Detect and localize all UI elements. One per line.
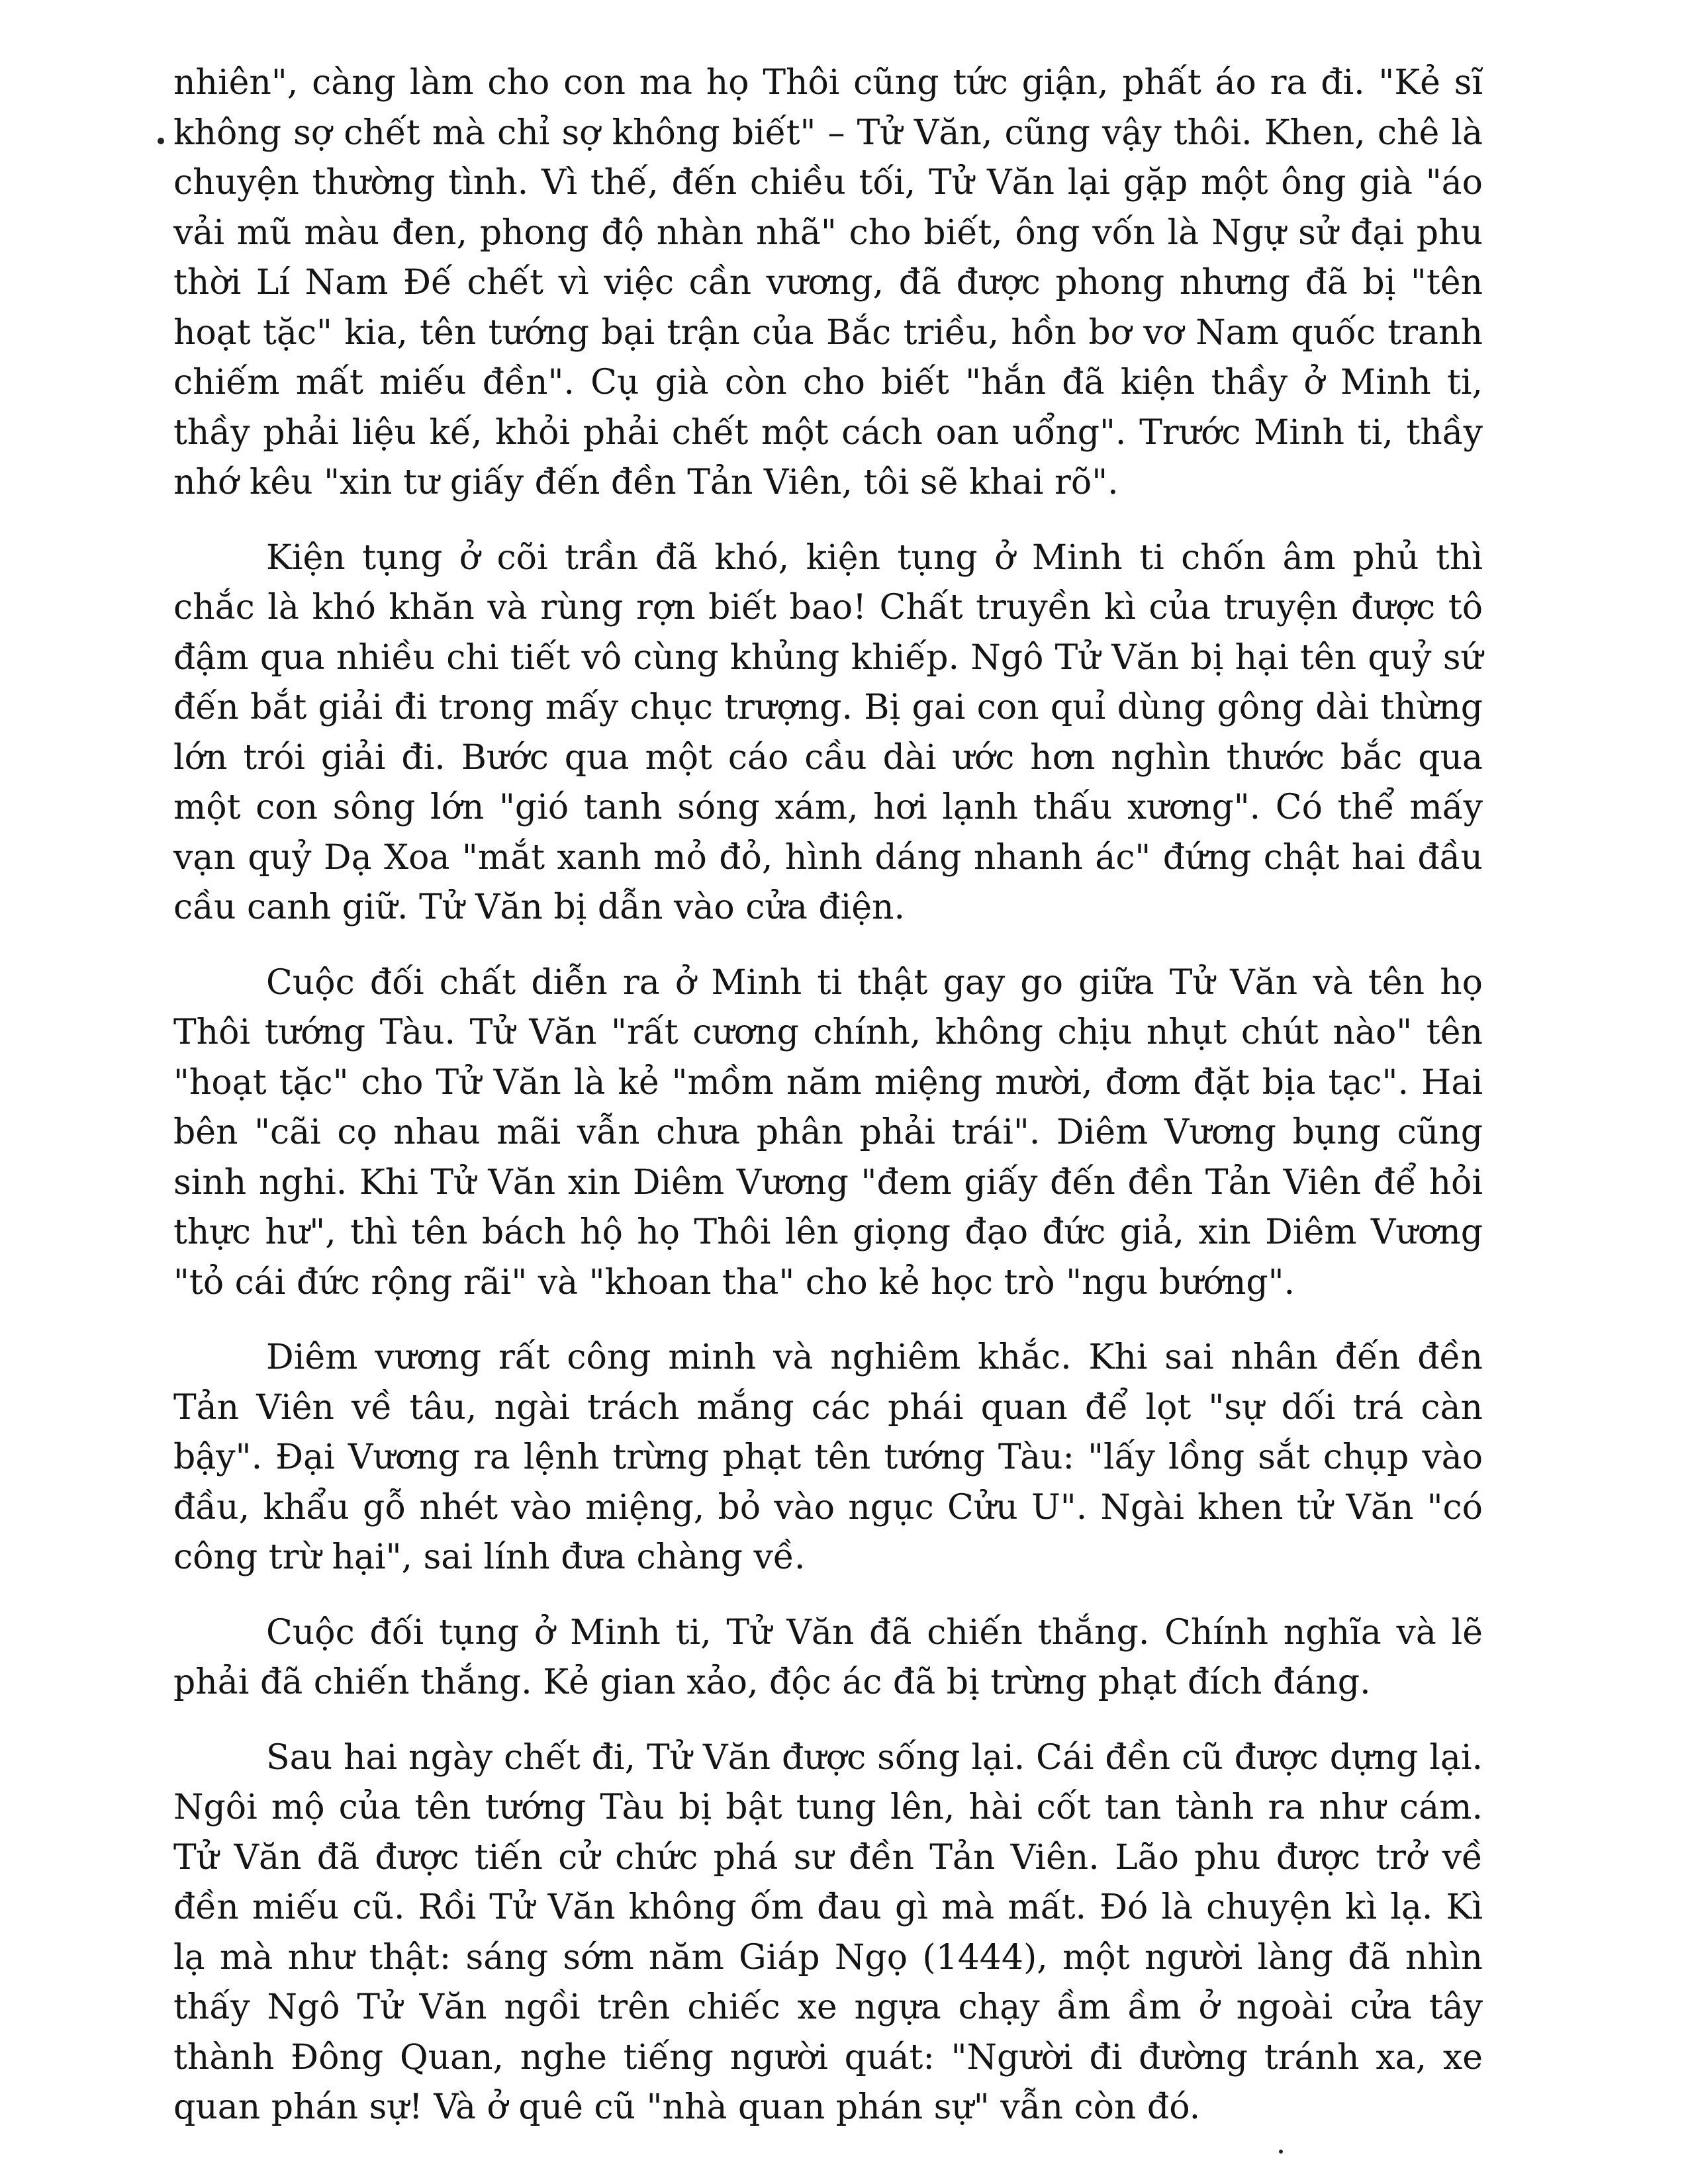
paragraph-6: Sau hai ngày chết đi, Tử Văn được sống lại. Cái đền cũ được dựng lại. Ngôi mộ của tên tướng Tàu bị bật tung lên, hài cốt tan tành ra như cám. Tử Văn đã được tiến cử chức phá sư đền Tản Viên. Lão phu được trở về đền miếu cũ. Rồi Tử Văn không ốm đau gì mà mất. Đó là chuyện kì lạ. Kì lạ mà như thật: sáng sớm năm Giáp Ngọ (1444), một người làng đã nhìn thấy Ngô Tử Văn ngồi trên chiếc xe ngựa chạy ầm ầm ở ngoài cửa tây thành Đông Quan, nghe tiếng người quát: "Người đi đường tránh xa, xe quan phán sự! Và ở quê cũ "nhà quan phán sự" vẫn còn đó. (173, 1737, 1483, 2127)
scan-speck (1279, 2150, 1283, 2154)
paragraph-1: nhiên", càng làm cho con ma họ Thôi cũng tức giận, phất áo ra đi. "Kẻ sĩ không sợ chết mà chỉ sợ không biết" – Tử Văn, cũng vậy thôi. Khen, chê là chuyện thường tình. Vì thế, đến chiều tối, Tử Văn lại gặp một ông già "áo vải mũ màu đen, phong độ nhàn nhã" cho biết, ông vốn là Ngự sử đại phu thời Lí Nam Đế chết vì việc cần vương, đã được phong nhưng đã bị "tên hoạt tặc" kia, tên tướng bại trận của Bắc triều, hồn bơ vơ Nam quốc tranh chiếm mất miếu đền". Cụ già còn cho biết "hắn đã kiện thầy ở Minh ti, thầy phải liệu kế, khỏi phải chết một cách oan uổng". Trước Minh ti, thầy nhớ kêu "xin tư giấy đến đền Tản Viên, tôi sẽ khai rõ". (173, 63, 1483, 502)
paragraph-2: Kiện tụng ở cõi trần đã khó, kiện tụng ở Minh ti chốn âm phủ thì chắc là khó khăn và rùng rợn biết bao! Chất truyền kì của truyện được tô đậm qua nhiều chi tiết vô cùng khủng khiếp. Ngô Tử Văn bị hại tên quỷ sứ đến bắt giải đi trong mấy chục trượng. Bị gai con quỉ dùng gông dài thừng lớn trói giải đi. Bước qua một cáo cầu dài ước hơn nghìn thước bắc qua một con sông lớn "gió tanh sóng xám, hơi lạnh thấu xương". Có thể mấy vạn quỷ Dạ Xoa "mắt xanh mỏ đỏ, hình dáng nhanh ác" đứng chật hai đầu cầu canh giữ. Tử Văn bị dẫn vào cửa điện. (173, 537, 1483, 927)
paragraph-4: Diêm vương rất công minh và nghiêm khắc. Khi sai nhân đến đền Tản Viên về tâu, ngài trách mắng các phái quan để lọt "sự dối trá càn bậy". Đại Vương ra lệnh trừng phạt tên tướng Tàu: "lấy lồng sắt chụp vào đầu, khẩu gỗ nhét vào miệng, bỏ vào ngục Cửu U". Ngài khen tử Văn "có công trừ hại", sai lính đưa chàng về. (173, 1338, 1483, 1577)
paragraph-3: Cuộc đối chất diễn ra ở Minh ti thật gay go giữa Tử Văn và tên họ Thôi tướng Tàu. Tử Văn "rất cương chính, không chịu nhụt chút nào" tên "hoạt tặc" cho Tử Văn là kẻ "mồm năm miệng mười, đơm đặt bịa tạc". Hai bên "cãi cọ nhau mãi vẫn chưa phân phải trái". Diêm Vương bụng cũng sinh nghi. Khi Tử Văn xin Diêm Vương "đem giấy đến đền Tản Viên để hỏi thực hư", thì tên bách hộ họ Thôi lên giọng đạo đức giả, xin Diêm Vương "tỏ cái đức rộng rãi" và "khoan tha" cho kẻ học trò "ngu bướng". (173, 962, 1483, 1302)
paragraph-5: Cuộc đối tụng ở Minh ti, Tử Văn đã chiến thắng. Chính nghĩa và lẽ phải đã chiến thắng. Kẻ gian xảo, độc ác đã bị trừng phạt đích đáng. (173, 1612, 1483, 1702)
document-page (173, 58, 1483, 2158)
margin-speck-mark (158, 138, 164, 144)
